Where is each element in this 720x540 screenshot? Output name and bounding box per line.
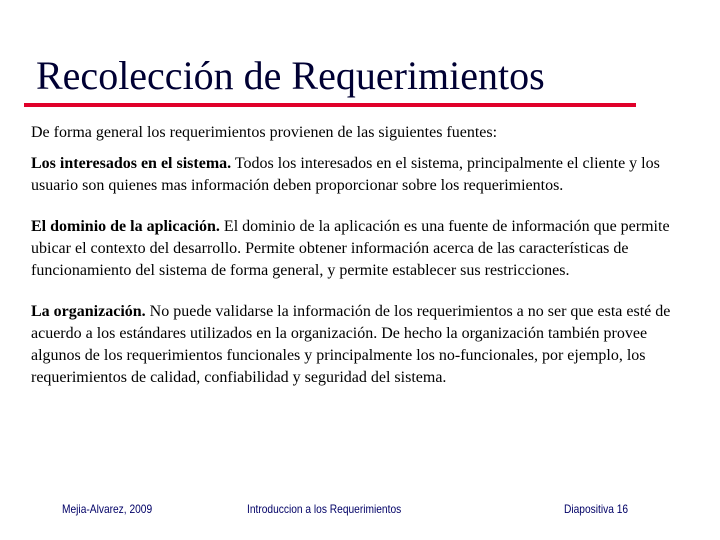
title-divider [24,103,636,107]
paragraph-stakeholders [31,153,681,197]
footer-slide-number: Diapositiva 16 [564,502,629,516]
intro-text: De forma general los requerimientos provienen de las siguientes fuentes: [31,124,498,141]
slide-body [31,122,681,408]
paragraph-organization [31,301,681,389]
paragraph-domain [31,216,681,282]
paragraph-heading: Los interesados en el sistema. [31,155,232,172]
footer-topic: Introduccion a los Requerimientos [247,502,402,516]
paragraph-heading: El dominio de la aplicación. [31,218,220,235]
paragraph-text: Todos los interesados en el sistema, principalmente el cliente y los usuario son quienes mas información deben proporcionar sobre los requerimientos. [31,155,660,194]
paragraph-text: El dominio de la aplicación es una fuente de información que permite ubicar el contexto del desarrollo. Permite obtener información acerca de las características de funcionamiento del sistema de forma general, y permite establecer sus restricciones. [31,218,670,279]
slide-title: Recolección de Requerimientos [36,53,545,98]
footer-author: Mejia-Alvarez, 2009 [62,502,153,516]
paragraph-heading: La organización. [31,303,146,320]
paragraph-text: No puede validarse la información de los requerimientos a no ser que esta esté de acuerdo a los estándares utilizados en la organización. De hecho la organización también provee algunos de los requerimientos funcionales y principalmente los no-funcionales, por ejemplo, los requerimientos de calidad, confiabilidad y seguridad del sistema. [31,303,671,386]
